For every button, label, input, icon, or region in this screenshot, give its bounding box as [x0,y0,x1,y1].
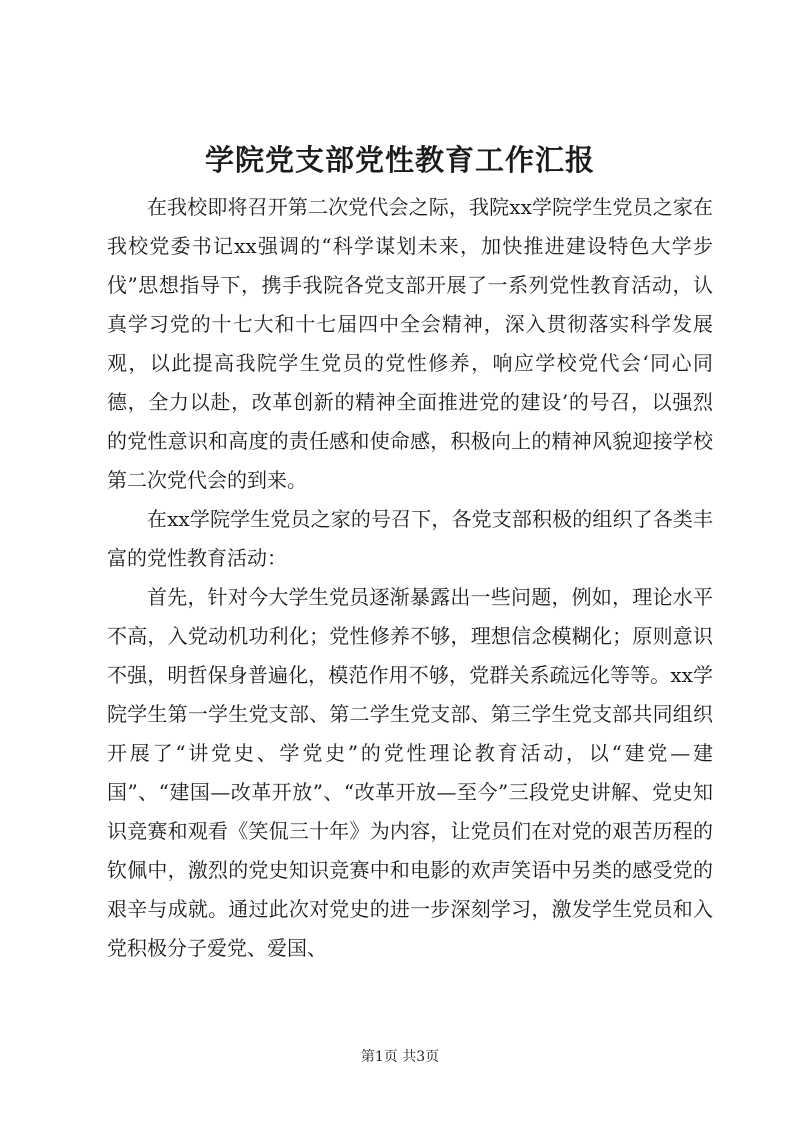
paragraph-1: 在我校即将召开第二次党代会之际，我院xx学院学生党员之家在我校党委书记xx强调的“科学谋划未来，加快推进建设特色大学步伐”思想指导下，携手我院各党支部开展了一系列党性教育活动，认真学习党的十七大和十七届四中全会精神，深入贯彻落实科学发展观，以此提高我院学生党员的党性修养，响应学校党代会‘同心同德，全力以赴，改革创新的精神全面推进党的建设’的号召，以强烈的党性意识和高度的责任感和使命感，积极向上的精神风貌迎接学校第二次党代会的到来。 [107,195,713,492]
document-body [107,188,713,968]
paragraph-3: 首先，针对今大学生党员逐渐暴露出一些问题，例如，理论水平不高，入党动机功利化；党性修养不够，理想信念模糊化；原则意识不强，明哲保身普遍化，模范作用不够，党群关系疏远化等等。xx学院学生第一学生党支部、第二学生党支部、第三学生党支部共同组织开展了“讲党史、学党史”的党性理论教育活动，以“建党—建国”、“建国—改革开放”、“改革开放—至今”三段党史讲解、党史知识竞赛和观看《笑侃三十年》为内容，让党员们在对党的艰苦历程的钦佩中，激烈的党史知识竞赛中和电影的欢声笑语中另类的感受党的艰辛与成就。通过此次对党史的进一步深刻学习，激发学生党员和入党积极分子爱党、爱国、 [107,585,713,960]
paragraph-2: 在xx学院学生党员之家的号召下，各党支部积极的组织了各类丰富的党性教育活动： [107,507,713,570]
page-number-footer: 第1页 共3页 [360,1049,440,1065]
document-title: 学院党支部党性教育工作汇报 [204,143,595,177]
